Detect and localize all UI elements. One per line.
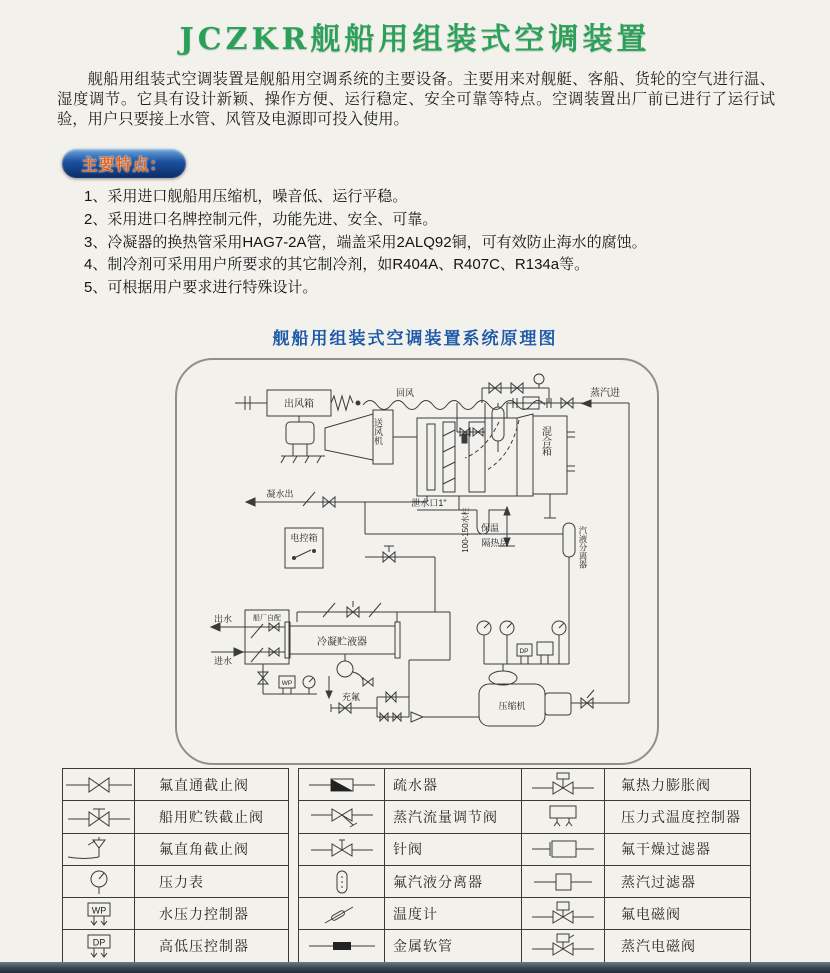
gauge-icon [534,374,544,384]
legend-label: 氟直通截止阀 [135,769,289,801]
features-badge [62,149,186,178]
label-insulation-1: 保温 [480,523,500,533]
flex-duct [363,401,545,410]
label-water-out: 出水 [213,614,233,624]
feature-item: 5、可根据用户要求进行特殊设计。 [84,279,318,297]
label-outlet-box: 出风箱 [284,399,314,410]
legend-label: 高低压控制器 [135,930,289,962]
label-condenser: 冷凝贮液器 [317,637,367,648]
feature-item: 1、采用进口舰船用压缩机，噪音低、运行平稳。 [84,188,408,205]
pressure-gauge-icon [64,869,134,895]
legend-label: 船用贮铁截止阀 [135,801,289,833]
fan-motor [286,422,314,444]
features-badge-label: 主要特点： [81,157,167,174]
legend-label: 疏水器 [385,769,522,801]
label-drain-port: 泄水口1" [411,498,447,508]
legend-symbol [522,898,605,930]
legend-symbol [63,834,135,866]
legend-symbol [63,866,135,898]
legend-symbol [522,769,605,801]
thermal-expansion-valve-icon [528,772,598,798]
dryer-filter-icon [528,836,598,862]
legend-label: 针阀 [385,834,522,866]
sight-glass [337,661,353,677]
label-separator: 汽液分离器 [578,526,588,569]
fan-cone [325,414,373,460]
label-mixing-box: 混合箱 [539,426,551,456]
label-shipyard: 船厂自配 [253,615,281,622]
label-electric-box: 电控箱 [290,533,318,543]
label-condensate-out: 凝水出 [266,489,294,499]
angle-stop-valve-icon [64,836,134,862]
steam-trap-icon [307,772,377,798]
fluorine-solenoid-valve-icon [528,901,598,927]
legend-symbol [522,930,605,962]
system-schematic [175,358,659,765]
label-charge: 充氟 [341,692,361,702]
needle-valve-icon [307,836,377,862]
vapor-liquid-separator-icon [307,869,377,895]
vapor-liquid-separator [563,523,575,557]
label-compressor: 压缩机 [498,701,526,711]
label-steam-in: 蒸汽进 [590,388,620,399]
page-bottom-strip [0,962,830,973]
page-title: JCZKR舰船用组装式空调装置 [179,22,651,57]
legend-label: 温度计 [385,898,522,930]
features-list [84,186,784,300]
label-water-in: 进水 [213,656,233,666]
thermometer-icon [303,492,315,506]
legend-label: 压力式温度控制器 [605,801,751,833]
legend-label: 蒸汽过滤器 [605,866,751,898]
label-supply-fan: 送风机 [373,418,383,445]
legend-label: 蒸汽电磁阀 [605,930,751,962]
legend-label: 氟电磁阀 [605,898,751,930]
diagram-title: 舰船用组装式空调装置系统原理图 [272,329,558,348]
legend-symbol [299,769,385,801]
label-water-column: 100-150水柱 [461,507,470,553]
marine-stop-valve-icon [64,804,134,830]
legend-label: 氟热力膨胀阀 [605,769,751,801]
pressure-temperature-controller-icon [528,804,598,830]
straight-stop-valve-icon [64,772,134,798]
label-insulation-2: 隔热层 [481,538,509,548]
legend-table-left [62,768,289,963]
schematic-svg [177,360,657,763]
legend-label: 蒸汽流量调节阀 [385,801,522,833]
legend-symbol [299,898,385,930]
steam-filter-icon [528,869,598,895]
intro-paragraph: 舰船用组装式空调装置是舰船用空调系统的主要设备。主要用来对舰艇、客船、货轮的空气进行温、湿度调节。它具有设计新颖、操作方便、运行稳定、安全可靠等特点。空调装置出厂前已进行了运行试验，用户只要接上水管、风管及电源即可投入使用。 [57,71,775,128]
feature-item: 3、冷凝器的换热管采用HAG7-2A管，端盖采用2ALQ92铜，可有效防止海水的腐蚀。 [84,233,647,251]
legend-label: 氟干燥过滤器 [605,834,751,866]
legend-label: 氟汽液分离器 [385,866,522,898]
legend-label: 水压力控制器 [135,898,289,930]
legend-symbol [63,930,135,962]
legend-label: 金属软管 [385,930,522,962]
legend-symbol [522,866,605,898]
legend-symbol [63,898,135,930]
metal-hose-icon [307,933,377,959]
legend-table-right [298,768,751,963]
legend-symbol [63,801,135,833]
feature-item: 4、制冷剂可采用用户所要求的其它制冷剂，如R404A、R407C、R134a等。 [84,256,590,274]
high-low-pressure-controller-icon [64,933,134,959]
thermometer-icon [307,901,377,927]
svg-text:WP: WP [91,905,106,916]
legend-symbol [63,769,135,801]
ahu-casing [417,418,517,496]
legend-symbol [299,834,385,866]
label-wp: WP [281,680,293,687]
legend-symbol [522,801,605,833]
steam-flow-regulating-valve-icon [307,804,377,830]
legend-symbol [299,930,385,962]
legend-symbol [299,801,385,833]
legend-symbol [299,866,385,898]
label-dp: DP [519,648,529,655]
steam-solenoid-valve-icon [528,933,598,959]
feature-item: 2、采用进口名牌控制元件，功能先进、安全、可靠。 [84,210,438,228]
water-pressure-controller-icon [64,901,134,927]
legend-symbol [522,834,605,866]
label-return-air: 回风 [395,388,415,398]
legend-label: 压力表 [135,866,289,898]
legend-label: 氟直角截止阀 [135,834,289,866]
pressure-temp-controller-box [537,642,553,655]
svg-text:DP: DP [92,937,105,948]
